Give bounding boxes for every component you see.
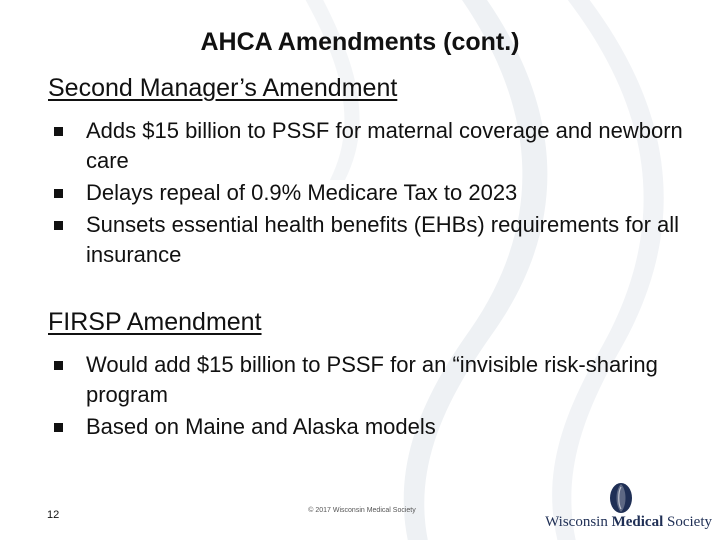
- copyright-notice: © 2017 Wisconsin Medical Society: [308, 507, 416, 514]
- square-bullet-icon: [54, 127, 63, 136]
- logo-word-medical: Medical: [611, 514, 664, 530]
- square-bullet-icon: [54, 189, 63, 198]
- slide-title: AHCA Amendments (cont.): [200, 28, 520, 56]
- bullet-item: [48, 350, 698, 410]
- bullet-text: Sunsets essential health benefits (EHBs) requirements for all insurance: [86, 212, 680, 267]
- logo-wordmark: [528, 513, 712, 531]
- bullet-text: Adds $15 billion to PSSF for maternal coverage and newborn care: [86, 118, 683, 173]
- section-heading-firsp-amendment: FIRSP Amendment: [48, 308, 262, 336]
- bullet-text: Delays repeal of 0.9% Medicare Tax to 2023: [86, 180, 518, 205]
- bullet-item: [48, 178, 698, 208]
- organization-logo: [528, 478, 712, 532]
- page-number: 12: [47, 509, 60, 521]
- bullet-item: [48, 116, 698, 176]
- bullet-item: [48, 210, 698, 270]
- logo-word-society: Society: [667, 514, 712, 530]
- bullet-list-firsp-amendment: [48, 350, 698, 444]
- wisconsin-medical-society-emblem-icon: [608, 481, 634, 515]
- square-bullet-icon: [54, 361, 63, 370]
- bullet-list-second-managers-amendment: [48, 116, 698, 272]
- bullet-text: Would add $15 billion to PSSF for an “invisible risk-sharing program: [86, 352, 658, 407]
- section-heading-second-managers-amendment: Second Manager’s Amendment: [48, 74, 398, 102]
- bullet-text: Based on Maine and Alaska models: [86, 414, 436, 439]
- square-bullet-icon: [54, 423, 63, 432]
- bullet-item: [48, 412, 698, 442]
- logo-word-wisconsin: Wisconsin: [545, 514, 608, 530]
- square-bullet-icon: [54, 221, 63, 230]
